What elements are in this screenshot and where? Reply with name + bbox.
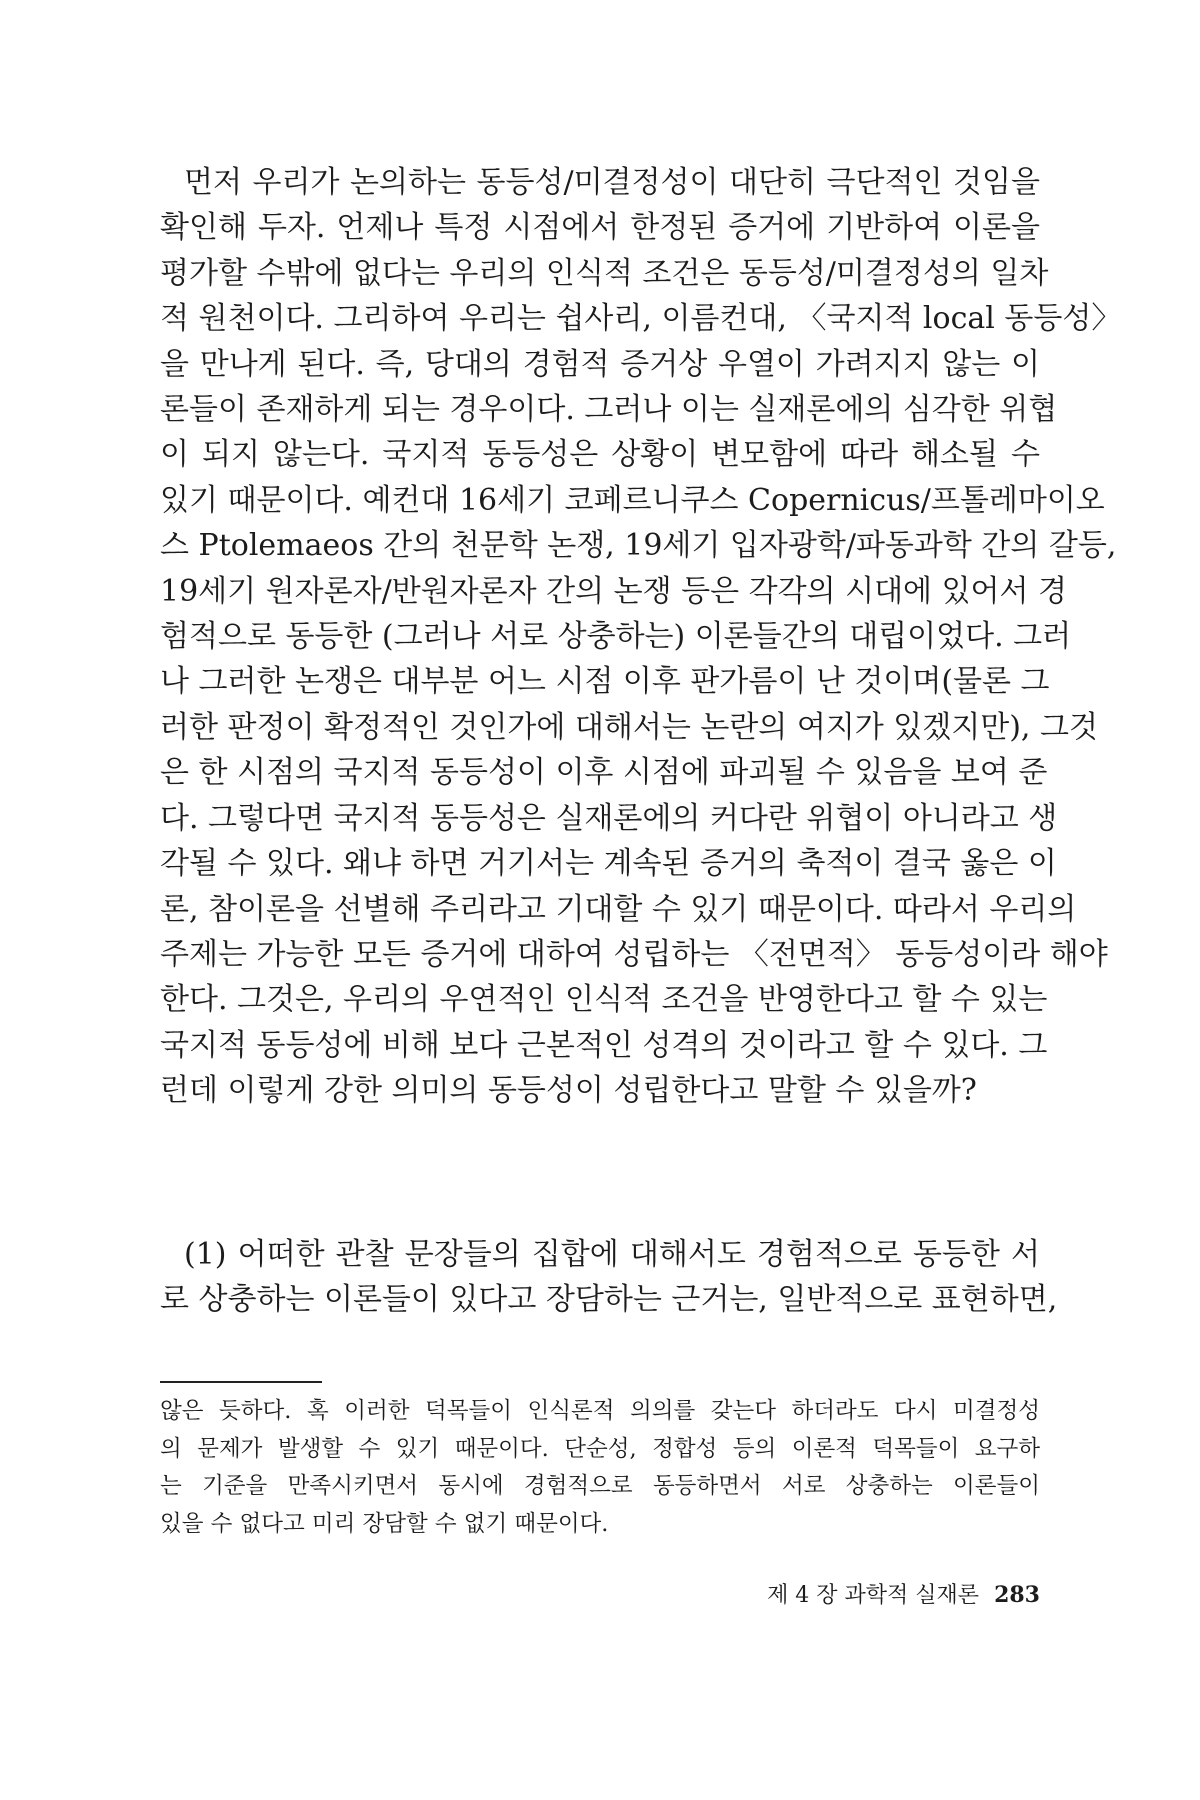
- text-line: 나 그러한 논쟁은 대부분 어느 시점 이후 판가름이 난 것이며(물론 그: [160, 664, 1050, 700]
- footnote: [160, 1393, 1040, 1543]
- text-line: 확인해 두자. 언제나 특정 시점에서 한정된 증거에 기반하여 이론을: [160, 210, 1040, 246]
- text-line: 론, 참이론을 선별해 주리라고 기대할 수 있기 때문이다. 따라서 우리의: [160, 891, 1077, 927]
- text-line: 을 만나게 된다. 즉, 당대의 경험적 증거상 우열이 가려지지 않는 이: [160, 346, 1040, 382]
- text-line: 한다. 그것은, 우리의 우연적인 인식적 조건을 반영한다고 할 수 있는: [160, 982, 1048, 1018]
- running-footer: [700, 1580, 1040, 1611]
- text-line: 19세기 원자론자/반원자론자 간의 논쟁 등은 각각의 시대에 있어서 경: [160, 573, 1068, 609]
- text-line: (1) 어떠한 관찰 문장들의 집합에 대해서도 경험적으로 동등한 서: [184, 1237, 1040, 1272]
- text-line: 험적으로 동등한 (그러나 서로 상충하는) 이론들간의 대립이었다. 그러: [160, 619, 1072, 655]
- text-line: 런데 이렇게 강한 의미의 동등성이 성립한다고 말할 수 있을까?: [160, 1073, 977, 1109]
- footnote-line: 는 기준을 만족시키면서 동시에 경험적으로 동등하면서 서로 상충하는 이론들이: [160, 1473, 1040, 1499]
- text-line: 먼저 우리가 논의하는 동등성/미결정성이 대단히 극단적인 것임을: [184, 165, 1040, 200]
- text-line: 평가할 수밖에 없다는 우리의 인식적 조건은 동등성/미결정성의 일차: [160, 255, 1049, 291]
- text-line: 로 상충하는 이론들이 있다고 장담하는 근거는, 일반적으로 표현하면,: [160, 1282, 1058, 1318]
- main-paragraph: [160, 160, 1122, 1114]
- text-line: 적 원천이다. 그리하여 우리는 쉽사리, 이름컨대, 〈국지적 local 동등성〉: [160, 301, 1122, 337]
- footnote-line: 의 문제가 발생할 수 있기 때문이다. 단순성, 정합성 등의 이론적 덕목들이 요구하: [160, 1435, 1040, 1462]
- text-line: 주제는 가능한 모든 증거에 대하여 성립하는 〈전면적〉 동등성이라 해야: [160, 936, 1108, 972]
- text-line: 국지적 동등성에 비해 보다 근본적인 성격의 것이라고 할 수 있다. 그: [160, 1027, 1048, 1063]
- main-paragraph: [160, 1232, 1058, 1323]
- footnote-divider: [160, 1381, 322, 1383]
- text-line: 있기 때문이다. 예컨대 16세기 코페르니쿠스 Copernicus/프톨레마이오: [160, 482, 1105, 518]
- page-number: 283: [994, 1582, 1040, 1608]
- footnote-line: 않은 듯하다. 혹 이러한 덕목들이 인식론적 의의를 갖는다 하더라도 다시 미결정성: [160, 1398, 1040, 1424]
- text-line: 각될 수 있다. 왜냐 하면 거기서는 계속된 증거의 축적이 결국 옳은 이: [160, 846, 1057, 882]
- text-line: 론들이 존재하게 되는 경우이다. 그러나 이는 실재론에의 심각한 위협: [160, 392, 1058, 428]
- footnote-line: 있을 수 없다고 미리 장담할 수 없기 때문이다.: [160, 1510, 609, 1537]
- text-line: 이 되지 않는다. 국지적 동등성은 상황이 변모함에 따라 해소될 수: [160, 437, 1040, 473]
- text-line: 스 Ptolemaeos 간의 천문학 논쟁, 19세기 입자광학/파동과학 간의 갈등,: [160, 528, 1117, 564]
- chapter-title: 제 4 장 과학적 실재론: [767, 1583, 980, 1608]
- text-line: 은 한 시점의 국지적 동등성이 이후 시점에 파괴될 수 있음을 보여 준: [160, 755, 1048, 791]
- text-line: 다. 그렇다면 국지적 동등성은 실재론에의 커다란 위협이 아니라고 생: [160, 800, 1058, 836]
- text-line: 러한 판정이 확정적인 것인가에 대해서는 논란의 여지가 있겠지만), 그것: [160, 709, 1098, 745]
